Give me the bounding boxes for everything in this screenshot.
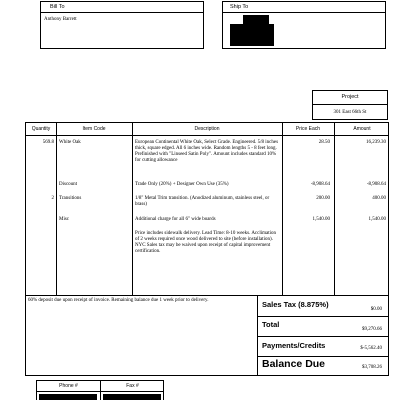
phone-label: Phone # xyxy=(59,383,78,389)
ship-to-header xyxy=(223,2,385,13)
ship-to-redaction-2 xyxy=(230,24,274,46)
project-box xyxy=(312,90,388,120)
table-row-amount: 16,239.30 xyxy=(366,140,386,145)
bill-to-label: Bill To xyxy=(50,4,65,10)
col-header-item-code: Item Code xyxy=(82,126,106,132)
table-row-description: 1/8" Metal Trim transition. (Anodized aluminum, stainless steel, or brass) xyxy=(135,196,270,207)
table-row-item-code: Misc xyxy=(59,217,69,222)
table-row-amount: 400.00 xyxy=(372,196,386,201)
sales-tax-value: $0.00 xyxy=(370,307,382,312)
table-row-price-each: 28.50 xyxy=(318,140,330,145)
col-header-price-each: Price Each xyxy=(295,126,321,132)
fax-label: Fax # xyxy=(126,383,139,389)
bill-to-header xyxy=(41,2,203,13)
table-row-item-code: Discount xyxy=(59,182,78,187)
col-header-description: Description xyxy=(194,126,220,132)
table-row-item-code: White Oak xyxy=(59,140,81,145)
col-header-quantity: Quantity xyxy=(31,126,51,132)
payment-terms: 60% deposit due upon receipt of invoice. Remaining balance due 1 week prior to delivery. xyxy=(28,298,209,303)
contact-box xyxy=(36,380,164,400)
items-table xyxy=(25,122,389,296)
sales-tax-label: Sales Tax (8.875%) xyxy=(262,300,329,309)
phone-redaction xyxy=(39,394,97,400)
table-row-price-each: 1,540.00 xyxy=(312,217,330,222)
col-header-amount: Amount xyxy=(353,126,371,132)
bill-to-box xyxy=(40,1,204,49)
balance-due-label: Balance Due xyxy=(262,358,326,370)
delivery-note: Price includes sidewalk delivery. Lead Time: 8-10 weeks. Acclimation of 2 weeks required once wood delivered to site (before installation). NYC Sales tax may be waived upon receipt of capital improvement certification. xyxy=(135,231,277,254)
table-row-item-code: Transitions xyxy=(59,196,82,201)
table-row-amount: 1,540.00 xyxy=(368,217,386,222)
table-row-quantity: 2 xyxy=(51,196,54,201)
total-label: Total xyxy=(262,320,280,329)
table-row-price-each: 200.00 xyxy=(316,196,330,201)
fax-redaction xyxy=(103,394,161,400)
payments-credits-label: Payments/Credits xyxy=(262,341,326,350)
project-label: Project xyxy=(341,94,359,100)
bill-to-name: Anthony Barrett xyxy=(44,17,77,22)
table-row-amount: -8,908.64 xyxy=(366,182,386,187)
table-row-price-each: -8,908.64 xyxy=(310,182,330,187)
payments-credits-value: $-5,562.40 xyxy=(360,346,382,351)
balance-due-value: $3,708.26 xyxy=(362,365,382,370)
table-row-quantity: 569.8 xyxy=(42,140,54,145)
ship-to-label: Ship To xyxy=(230,4,249,10)
totals-block xyxy=(25,295,389,376)
table-row-description: European Continental White Oak, Select Grade. Engineered. 5/8 inches thick, square edged. All 6 inches wide. Random lengths 5 - 8 feet long. Prefinished with "Linseed Satin Poly". Amount includes standard 10% for cutting allowance xyxy=(135,140,279,163)
table-row-description: Trade Only (20%) + Designer Own Use (35%) xyxy=(135,182,229,187)
project-header xyxy=(313,91,387,105)
table-row-description: Additional charge for all 6" wide boards xyxy=(135,217,216,222)
ship-to-box xyxy=(222,1,386,49)
project-address: 301 East 66th St xyxy=(333,110,367,115)
total-value: $9,270.66 xyxy=(362,327,382,332)
